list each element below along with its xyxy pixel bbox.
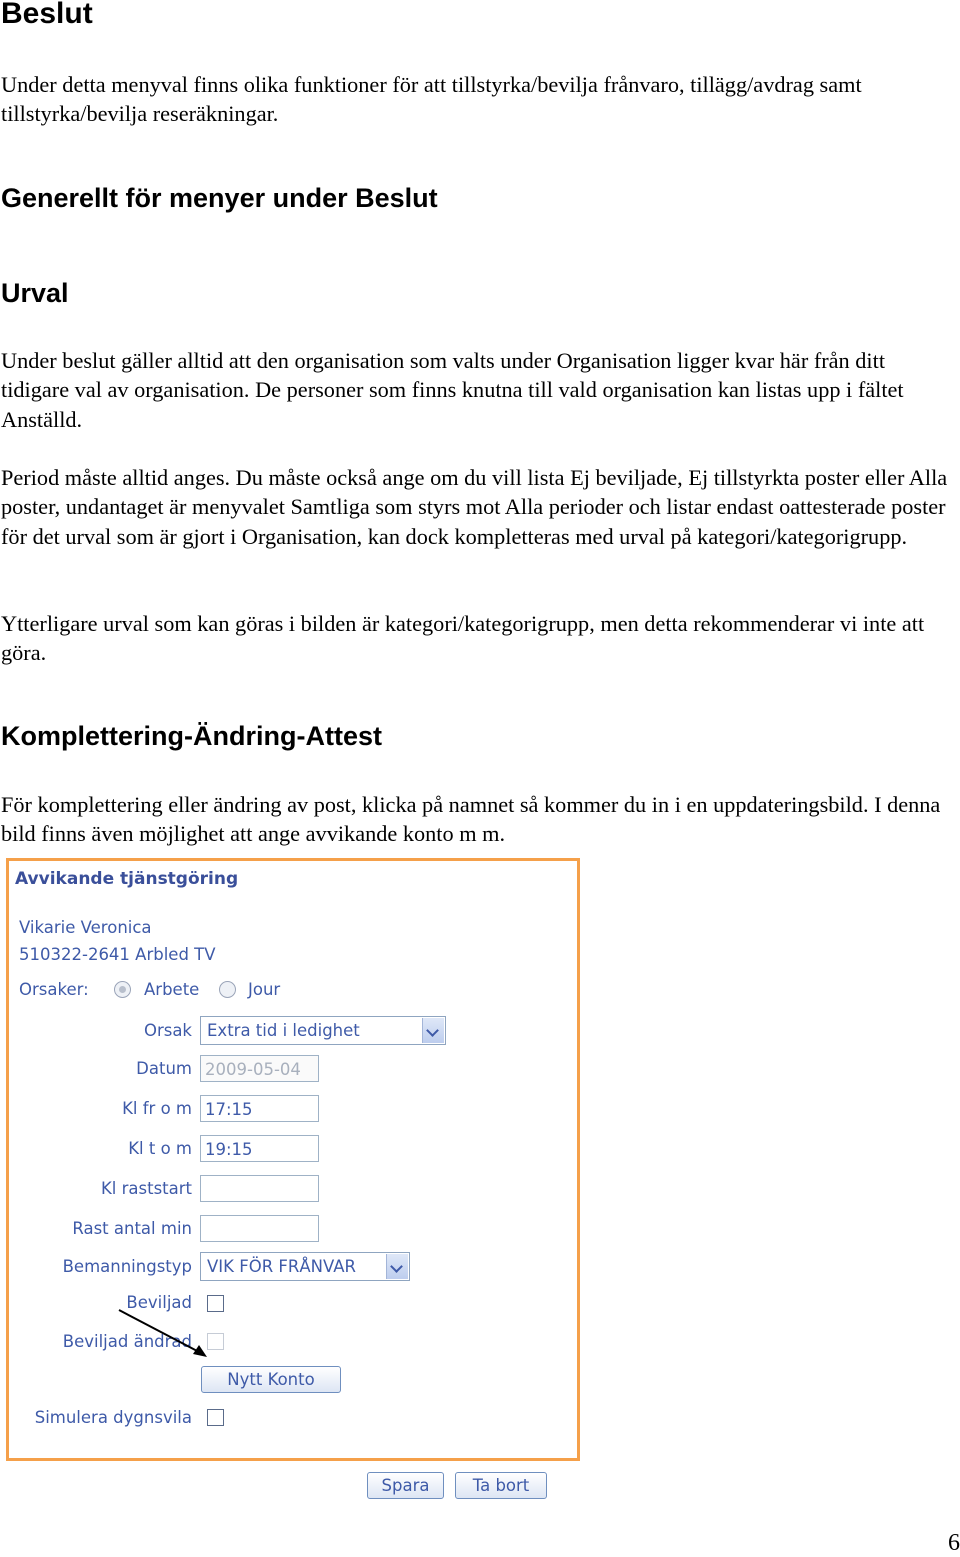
orsaker-label: Orsaker: <box>19 980 89 999</box>
chevron-down-icon <box>386 1254 408 1279</box>
datum-label: Datum <box>136 1059 192 1078</box>
person-info: 510322-2641 Arbled TV <box>19 945 216 964</box>
page-number: 6 <box>948 1530 960 1556</box>
heading-beslut: Beslut <box>1 0 93 30</box>
urval-paragraph-1: Under beslut gäller alltid att den organisation som valts under Organisation ligger kvar här från ditt tidigare val av organisation. De personer som finns knutna till vald organisation kan listas upp i fältet Anställd. <box>1 348 904 432</box>
orsak-select[interactable] <box>200 1016 446 1045</box>
intro-paragraph: Under detta menyval finns olika funktioner för att tillstyrka/bevilja frånvaro, tillägg/avdrag samt tillstyrka/bevilja reseräkningar. <box>1 72 862 127</box>
komplettering-paragraph: För komplettering eller ändring av post, klicka på namnet så kommer du in i en uppdateringsbild. I denna bild finns även möjlighet att ange avvikande konto m m. <box>1 792 941 847</box>
avvikande-tjanstgoring-form <box>6 858 580 1461</box>
beviljad-andrad-label: Beviljad ändrad <box>62 1332 192 1351</box>
ta-bort-button[interactable]: Ta bort <box>455 1472 547 1499</box>
rastantal-label: Rast antal min <box>72 1219 192 1238</box>
bemanning-label: Bemanningstyp <box>62 1257 192 1276</box>
radio-jour-label: Jour <box>248 980 281 999</box>
raststart-label: Kl raststart <box>100 1179 192 1198</box>
chevron-down-icon <box>422 1018 444 1043</box>
klfrom-label: Kl fr o m <box>122 1099 192 1118</box>
urval-paragraph-3: Ytterligare urval som kan göras i bilden är kategori/kategorigrupp, men detta rekommenderar vi inte att göra. <box>1 611 925 666</box>
heading-urval: Urval <box>1 278 69 308</box>
radio-arbete-label: Arbete <box>144 980 200 999</box>
person-name: Vikarie Veronica <box>19 918 152 937</box>
kltom-field[interactable]: 19:15 <box>200 1135 319 1162</box>
heading-generellt: Generellt för menyer under Beslut <box>1 183 438 213</box>
kltom-label: Kl t o m <box>128 1139 192 1158</box>
nytt-konto-button[interactable]: Nytt Konto <box>201 1366 341 1393</box>
radio-jour[interactable] <box>219 981 236 998</box>
simulera-checkbox[interactable] <box>207 1409 224 1426</box>
urval-paragraph-2: Period måste alltid anges. Du måste också ange om du vill lista Ej beviljade, Ej tillstyrkta poster eller Alla poster, undantaget är menyvalet Samtliga som styrs mot Alla perioder och listar endast oattesterade poster för det urval som är gjort i Organisation, kan dock kompletteras med urval på kategori/kategorigrupp. <box>1 465 948 549</box>
raststart-field[interactable] <box>200 1175 319 1202</box>
radio-arbete[interactable] <box>114 981 131 998</box>
beviljad-label: Beviljad <box>126 1293 192 1312</box>
orsak-select-value: Extra tid i ledighet <box>207 1021 360 1040</box>
bemanning-select-value: VIK FÖR FRÅNVAR <box>207 1257 356 1276</box>
orsak-label: Orsak <box>143 1021 192 1040</box>
rastantal-field[interactable] <box>200 1215 319 1242</box>
simulera-label: Simulera dygnsvila <box>34 1408 192 1427</box>
spara-button[interactable]: Spara <box>367 1472 444 1499</box>
pointer-arrow-icon <box>109 1301 219 1361</box>
bemanning-select[interactable] <box>200 1252 410 1281</box>
form-title: Avvikande tjänstgöring <box>15 869 239 889</box>
klfrom-field[interactable]: 17:15 <box>200 1095 319 1122</box>
heading-komplettering: Komplettering-Ändring-Attest <box>1 721 382 751</box>
datum-field: 2009-05-04 <box>200 1055 319 1082</box>
